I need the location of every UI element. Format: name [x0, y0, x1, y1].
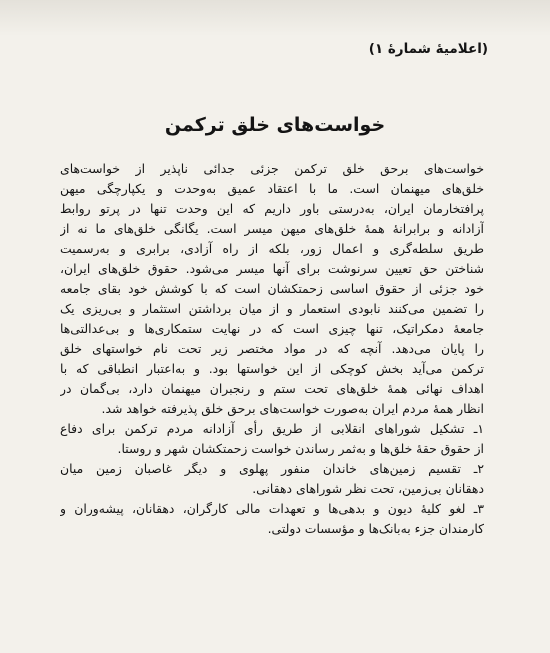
- bleed-through-strip: [0, 0, 550, 36]
- list-item-2-line: دهقانان بی‌زمین، تحت نظر شوراهای دهقانی.: [252, 481, 484, 496]
- body-text: [60, 159, 484, 539]
- text-line: شناختن حق تعیین سرنوشت برای آنها میسر می‌شود. حقوق خلق‌های ایران،: [60, 261, 484, 276]
- text-line: خود جزئی از حقوق اساسی زحمتکشان است که با کوشش خود بقای جامعه: [60, 281, 484, 296]
- text-line: ترکمن می‌آید بخش کوچکی از این خواستها بود. و به‌اعتبار انطباقی که با: [60, 361, 484, 376]
- page-title: خواست‌های خلق ترکمن: [164, 114, 386, 136]
- list-item-1-line: از حقوق حقهٔ خلق‌ها و به‌ثمر رساندن خواست زحمتکشان شهر و روستا.: [117, 441, 484, 456]
- list-item-2-line: ۲ـ تقسیم زمین‌های خاندان منفور پهلوی و دیگر غاصبان زمین میان: [60, 461, 484, 476]
- text-line: طریق سلطه‌گری و اعمال زور، بلکه از راه آزادی، برابری و به‌رسمیت: [60, 241, 484, 256]
- text-line: پرافتخارمان ایران، به‌درستی باور داریم که این وحدت تنها در پرتو روابط: [60, 201, 484, 216]
- announcement-number: (اعلامیهٔ شمارهٔ ۱): [368, 41, 488, 57]
- text-line: آزادانه و برابرانهٔ همهٔ خلق‌های میهن میسر است. یگانگی خلق‌های ما نه از: [60, 221, 484, 236]
- text-line: را تضمین می‌کنند نابودی استعمار و از میان برداشتن استثمار و بی‌ریزی یک: [60, 301, 484, 316]
- text-line: اهداف نهائی همهٔ خلق‌های تحت ستم و رنجبران میهنمان دارد، بی‌گمان در: [60, 381, 484, 396]
- list-item-3-line: کارمندان جزء به‌بانک‌ها و مؤسسات دولتی.: [267, 521, 484, 536]
- text-line: را پایان می‌دهد. آنچه که در مواد مختصر زیر تحت نام خواستهای خلق: [60, 341, 484, 356]
- text-line: جامعهٔ دمکراتیک، تنها چیزی است که در نهایت ستمکاری‌ها و بی‌عدالتی‌ها: [60, 321, 484, 336]
- list-item-3-line: ۳ـ لغو کلیهٔ دیون و بدهی‌ها و تعهدات مالی کارگران، دهقانان، پیشه‌وران و: [60, 501, 484, 516]
- text-line: خواست‌های برحق خلق ترکمن جزئی جدائی ناپذیر از خواست‌های: [60, 161, 484, 176]
- text-line: انظار همهٔ مردم ایران به‌صورت خواست‌های برحق خلق پذیرفته خواهد شد.: [101, 401, 484, 416]
- text-line: خلق‌های میهنمان است. ما با اعتقاد عمیق به‌وحدت و یکپارچگی میهن: [60, 181, 484, 196]
- list-item-1-line: ۱ـ تشکیل شوراهای انقلابی از طریق رأی آزادانه مردم ترکمن برای دفاع: [60, 421, 484, 436]
